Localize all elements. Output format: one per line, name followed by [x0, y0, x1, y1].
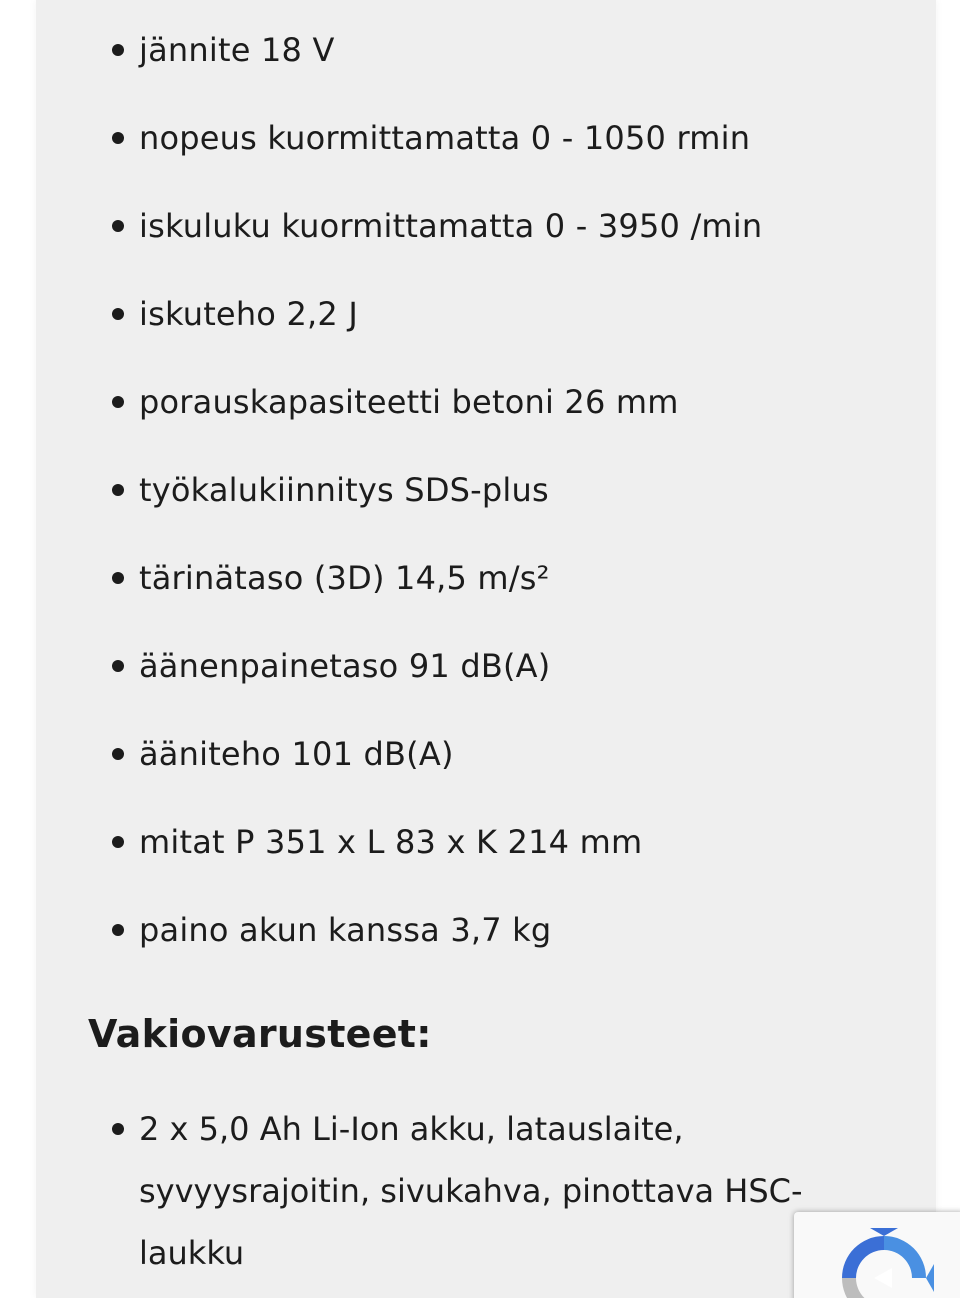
bullet-icon [112, 396, 124, 408]
spec-text: paino akun kanssa 3,7 kg [139, 911, 552, 949]
bullet-icon [112, 660, 124, 672]
spec-text: mitat P 351 x L 83 x K 214 mm [139, 823, 643, 861]
bullet-icon [112, 924, 124, 936]
recaptcha-badge[interactable] [794, 1212, 960, 1298]
spec-text: iskuteho 2,2 J [139, 295, 358, 333]
bullet-icon [112, 748, 124, 760]
bullet-icon [112, 308, 124, 320]
bullet-icon [112, 220, 124, 232]
product-description-panel [36, 0, 936, 1298]
bullet-icon [112, 132, 124, 144]
accessories-text: 2 x 5,0 Ah Li-Ion akku, latauslaite, syvyysrajoitin, sivukahva, pinottava HSC-laukku [139, 1110, 803, 1272]
spec-item [36, 886, 936, 974]
spec-item [36, 270, 936, 358]
spec-text: porauskapasiteetti betoni 26 mm [139, 383, 679, 421]
accessories-heading: Vakiovarusteet: [88, 1012, 432, 1056]
spec-text: tärinätaso (3D) 14,5 m/s² [139, 559, 550, 597]
spec-item [36, 710, 936, 798]
bullet-icon [112, 836, 124, 848]
spec-text: ääniteho 101 dB(A) [139, 735, 454, 773]
spec-item [36, 182, 936, 270]
bullet-icon [112, 484, 124, 496]
spec-item [36, 534, 936, 622]
bullet-icon [112, 572, 124, 584]
spec-item [36, 446, 936, 534]
spec-text: työkalukiinnitys SDS-plus [139, 471, 549, 509]
spec-text: jännite 18 V [139, 31, 335, 69]
spec-item [36, 798, 936, 886]
bullet-icon [112, 1123, 124, 1135]
spec-text: iskuluku kuormittamatta 0 - 3950 /min [139, 207, 763, 245]
spec-item [36, 94, 936, 182]
spec-item [36, 622, 936, 710]
recaptcha-icon [834, 1228, 934, 1298]
spec-text: nopeus kuormittamatta 0 - 1050 rmin [139, 119, 751, 157]
spec-text: äänenpainetaso 91 dB(A) [139, 647, 551, 685]
spec-item [36, 358, 936, 446]
spec-item [36, 6, 936, 94]
bullet-icon [112, 44, 124, 56]
